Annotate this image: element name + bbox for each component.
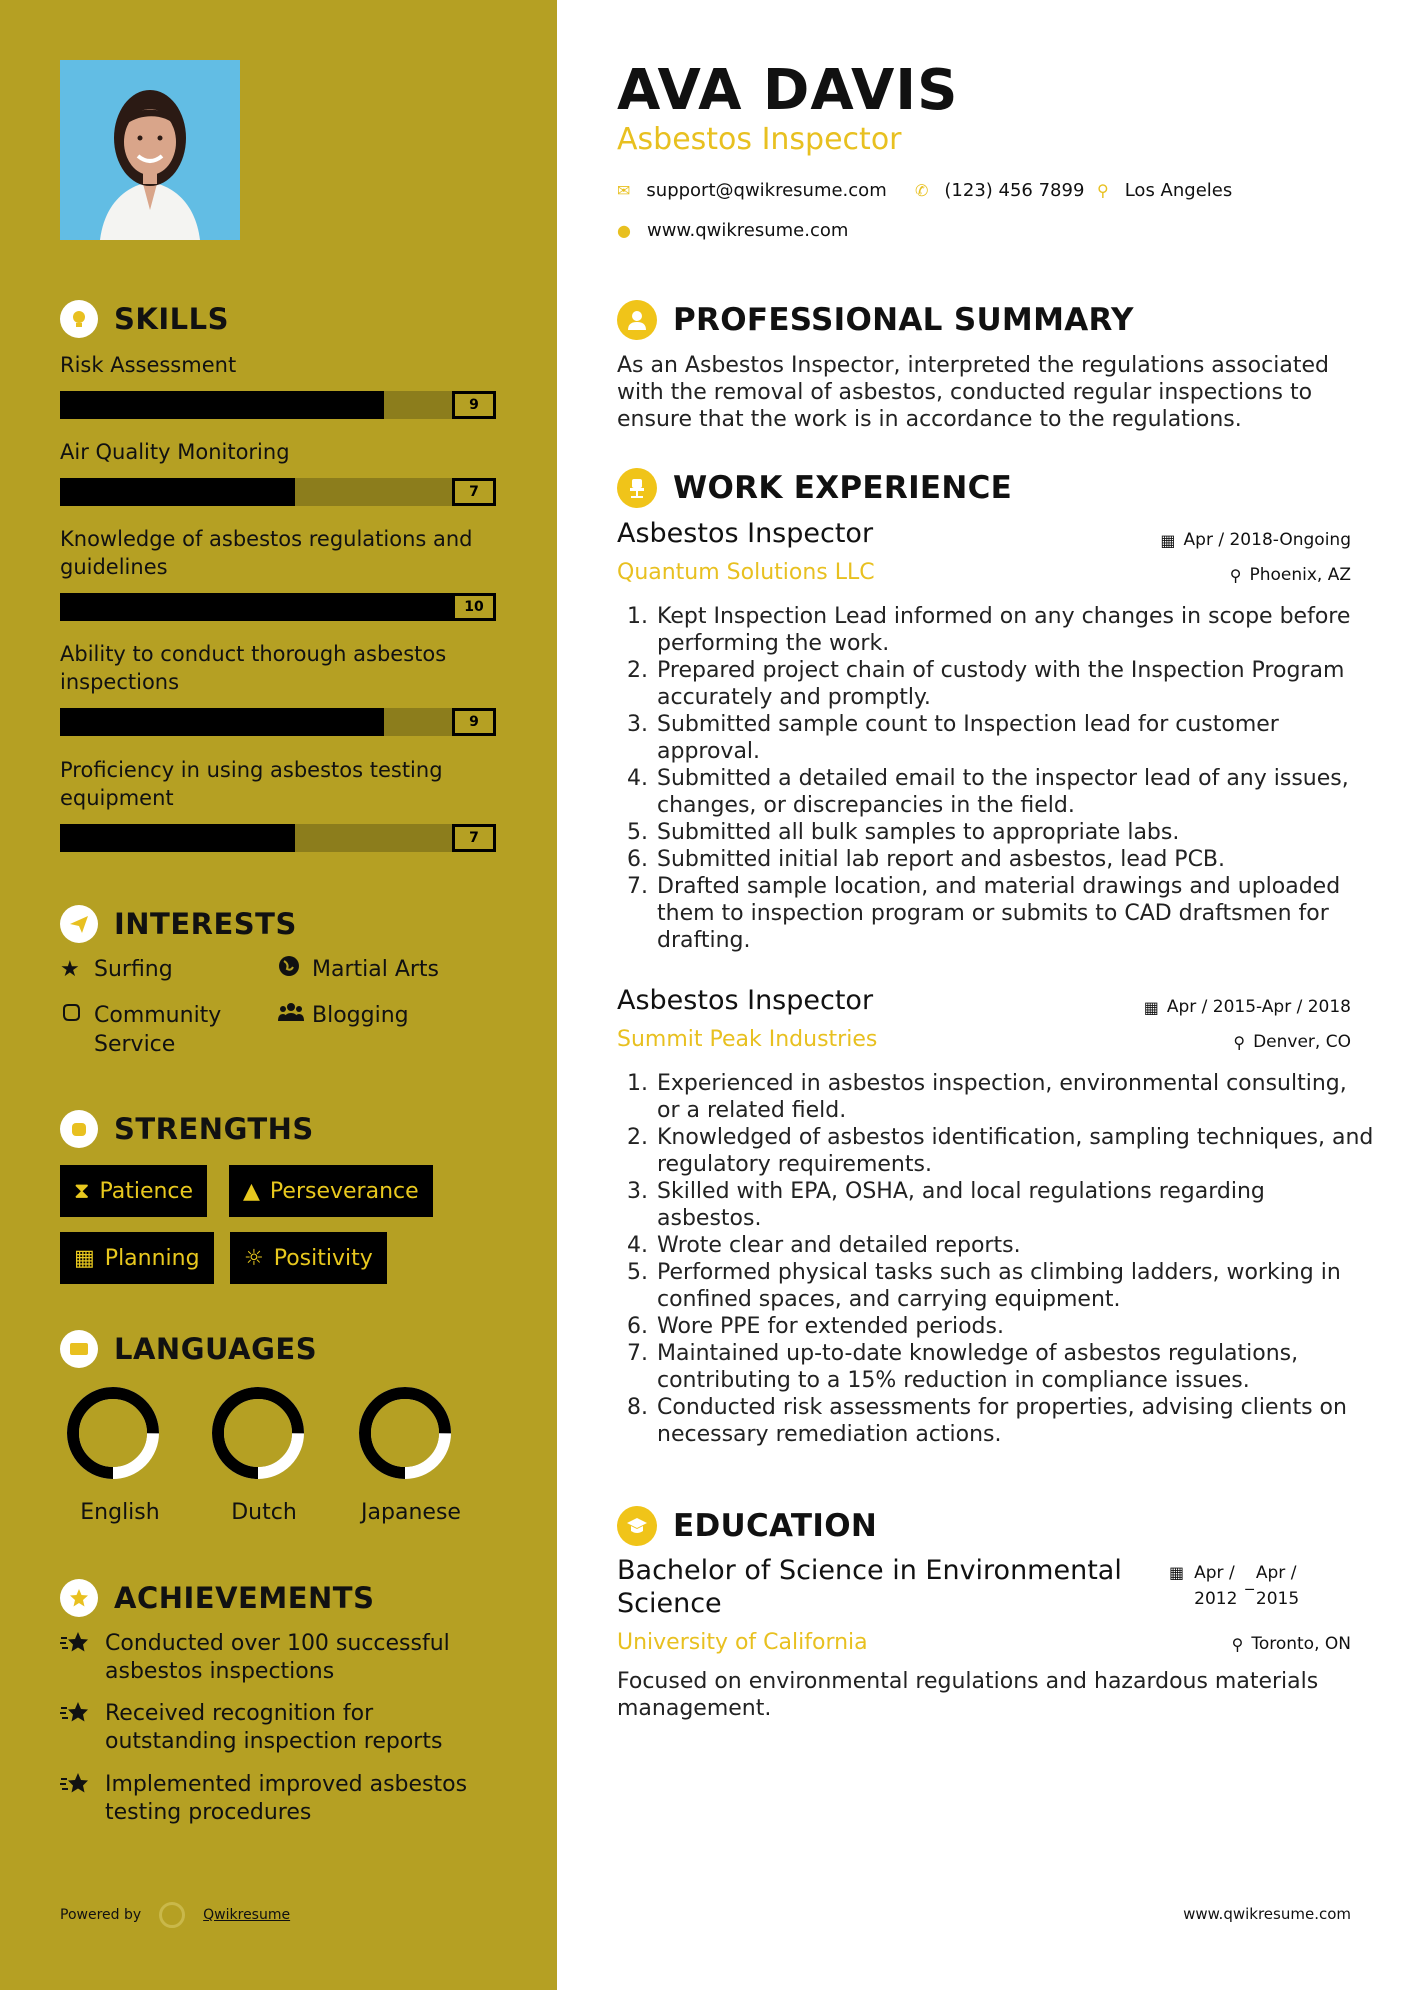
- paper-plane-icon: [60, 905, 98, 943]
- contact-email[interactable]: [617, 180, 887, 201]
- language-ring-inner: [80, 1400, 146, 1466]
- skill-bar-fill: [60, 824, 295, 852]
- summary-text: As an Asbestos Inspector, interpreted the regulations associated with the removal of asbestos, conducted regular inspections to ensure that the work is in accordance to the regulations.: [617, 353, 1329, 432]
- user-icon: [617, 300, 657, 340]
- powered-by-link[interactable]: Qwikresume: [203, 1907, 291, 1923]
- calendar-icon: ▦: [1160, 530, 1176, 550]
- achievement-item: [60, 1700, 500, 1756]
- pushpin-icon: ⚲: [1231, 1634, 1244, 1654]
- language-ring: [357, 1385, 453, 1481]
- interest-item: [278, 955, 439, 985]
- powered-by-label: Powered by: [60, 1907, 142, 1923]
- map-pin-icon: ⚲: [1097, 181, 1109, 200]
- degree-title: Bachelor of Science in Environmental Science: [617, 1555, 1122, 1619]
- skill-level: 10: [452, 593, 496, 621]
- skill-bar: [60, 824, 496, 852]
- strength-label: Patience: [99, 1178, 194, 1204]
- main-content: [557, 0, 1407, 1990]
- interest-label: Martial Arts: [312, 957, 440, 982]
- location-text: Los Angeles: [1124, 180, 1233, 201]
- id-card-icon: [60, 1330, 98, 1368]
- education-title: EDUCATION: [673, 1508, 878, 1544]
- duty-item: 7. Drafted sample location, and material drawings and uploaded them to inspection program or submits to CAD draftsmen for drafting.: [655, 873, 1375, 954]
- globe-icon: ●: [617, 221, 631, 240]
- edu-start-year: 2012: [1194, 1589, 1238, 1609]
- job-location-text: Phoenix, AZ: [1249, 565, 1351, 585]
- duty-item: 4. Submitted a detailed email to the inspector lead of any issues, changes, or discrepancies in the field.: [655, 765, 1375, 819]
- duty-item: 8. Conducted risk assessments for properties, advising clients on necessary remediation actions.: [655, 1394, 1375, 1448]
- duty-item: 6. Wore PPE for extended periods.: [655, 1313, 1375, 1340]
- education-heading: [617, 1506, 877, 1546]
- hand-icon: [60, 1001, 94, 1059]
- calendar-icon: ▦: [1143, 997, 1159, 1017]
- strength-tag: [60, 1232, 214, 1284]
- skill-level: 7: [452, 824, 496, 852]
- job-dates-text: Apr / 2015-Apr / 2018: [1166, 997, 1351, 1017]
- edu-end-year: 2015: [1255, 1589, 1300, 1609]
- strength-label: Positivity: [273, 1245, 373, 1271]
- profile-portrait-image: [60, 60, 240, 240]
- education-location: [1232, 1634, 1351, 1654]
- duty-item: 1. Experienced in asbestos inspection, environmental consulting, or a related field.: [655, 1070, 1375, 1124]
- interest-label: Community Service: [94, 1003, 222, 1057]
- language-ring: [65, 1385, 161, 1481]
- interests-heading: [60, 905, 297, 943]
- duty-item: 7. Maintained up-to-date knowledge of asbestos regulations, contributing to a 15% reduction in compliance issues.: [655, 1340, 1375, 1394]
- skill-bar: [60, 391, 496, 419]
- powered-by: [60, 1902, 290, 1928]
- duty-item: 3. Submitted sample count to Inspection lead for customer approval.: [655, 711, 1375, 765]
- contact-phone[interactable]: [915, 180, 1084, 201]
- achievement-item: [60, 1630, 500, 1686]
- skill-name: Air Quality Monitoring: [60, 440, 290, 464]
- strength-tag: [230, 1232, 387, 1284]
- languages-heading: [60, 1330, 317, 1368]
- experience-heading: [617, 468, 1012, 508]
- trophy-star-icon: [60, 1771, 105, 1827]
- contact-location: [1097, 180, 1232, 201]
- school-name: University of California: [617, 1630, 868, 1655]
- job-location: [1233, 1032, 1351, 1052]
- strengths-title: STRENGTHS: [114, 1112, 314, 1146]
- job-company: Quantum Solutions LLC: [617, 560, 875, 585]
- language-label: Dutch: [231, 1500, 297, 1525]
- profile-photo: [60, 60, 240, 240]
- footer-website[interactable]: www.qwikresume.com: [1183, 1905, 1351, 1923]
- interest-label: Surfing: [94, 957, 173, 982]
- graduation-icon: [617, 1506, 657, 1546]
- language-label: English: [80, 1500, 160, 1525]
- email-text: support@qwikresume.com: [646, 180, 887, 201]
- contact-website[interactable]: [617, 220, 848, 241]
- skill-bar-fill: [60, 391, 384, 419]
- duty-item: 5. Submitted all bulk samples to appropriate labs.: [655, 819, 1375, 846]
- hourglass-icon: ⧗: [74, 1178, 90, 1204]
- envelope-icon: ✉: [617, 181, 631, 200]
- job-title: Asbestos Inspector: [617, 518, 874, 549]
- skills-heading: [60, 300, 229, 338]
- education-location-text: Toronto, ON: [1251, 1634, 1351, 1654]
- achievement-item: [60, 1771, 500, 1827]
- interest-item: [60, 1001, 260, 1059]
- person-name: AVA DAVIS: [617, 58, 959, 123]
- summary-title: PROFESSIONAL SUMMARY: [673, 302, 1134, 338]
- strength-tag: [60, 1165, 207, 1217]
- sun-icon: ☼: [244, 1245, 264, 1271]
- experience-title: WORK EXPERIENCE: [673, 470, 1013, 506]
- job-dates: [1160, 530, 1351, 550]
- job-dates: [1144, 997, 1351, 1017]
- edu-start: [1194, 1560, 1237, 1612]
- skills-title: SKILLS: [114, 302, 229, 336]
- duty-item: 1. Kept Inspection Lead informed on any changes in scope before performing the work.: [655, 603, 1375, 657]
- person-role: Asbestos Inspector: [617, 122, 902, 157]
- achievements-heading: [60, 1579, 374, 1617]
- strengths-heading: [60, 1110, 314, 1148]
- sidebar: [0, 0, 557, 1990]
- job-location-text: Denver, CO: [1253, 1032, 1351, 1052]
- strength-label: Planning: [104, 1245, 200, 1271]
- star-icon: ★: [60, 957, 80, 982]
- star-badge-icon: [60, 1579, 98, 1617]
- trophy-star-icon: [60, 1630, 105, 1686]
- language-ring: [210, 1385, 306, 1481]
- phone-text: (123) 456 7899: [944, 180, 1085, 201]
- strength-tag: [229, 1165, 433, 1217]
- duty-item: 4. Wrote clear and detailed reports.: [655, 1232, 1375, 1259]
- interest-item: [60, 955, 173, 984]
- lightbulb-icon: [60, 300, 98, 338]
- skill-bar: [60, 478, 496, 506]
- skill-bar-fill: [60, 478, 295, 506]
- job-dates-text: Apr / 2018-Ongoing: [1183, 530, 1351, 550]
- fist-icon: [60, 1110, 98, 1148]
- achievements-title: ACHIEVEMENTS: [114, 1581, 375, 1615]
- job-duties-list: [635, 1070, 1375, 1448]
- skill-bar: [60, 593, 496, 621]
- achievement-text: Implemented improved asbestos testing procedures: [105, 1772, 468, 1825]
- phone-icon: ✆: [915, 181, 929, 200]
- job-location: [1230, 565, 1351, 585]
- strength-label: Perseverance: [269, 1178, 419, 1204]
- achievement-text: Received recognition for outstanding inspection reports: [105, 1701, 443, 1754]
- education-dates: [1169, 1560, 1299, 1612]
- pushpin-icon: ⚲: [1229, 565, 1242, 585]
- skill-level: 9: [452, 391, 496, 419]
- edu-end-month: Apr /: [1255, 1563, 1297, 1583]
- interests-title: INTERESTS: [114, 907, 297, 941]
- job-title: Asbestos Inspector: [617, 985, 874, 1016]
- edu-start-month: Apr /: [1194, 1563, 1235, 1583]
- calendar-icon: ▦: [74, 1245, 95, 1271]
- languages-title: LANGUAGES: [114, 1332, 318, 1366]
- pushpin-icon: ⚲: [1233, 1032, 1246, 1052]
- skill-bar-fill: [60, 708, 384, 736]
- duty-item: 3. Skilled with EPA, OSHA, and local regulations regarding asbestos.: [655, 1178, 1375, 1232]
- skill-name: Risk Assessment: [60, 353, 237, 377]
- skill-level: 7: [452, 478, 496, 506]
- users-icon: [278, 1001, 312, 1031]
- edu-date-separator: _: [1245, 1571, 1254, 1591]
- skill-bar-fill: [60, 593, 496, 621]
- language-ring-inner: [372, 1400, 438, 1466]
- skill-name: Knowledge of asbestos regulations and guidelines: [60, 527, 473, 579]
- skill-level: 9: [452, 708, 496, 736]
- calendar-icon: ▦: [1169, 1563, 1185, 1582]
- duty-item: 2. Knowledged of asbestos identification, sampling techniques, and regulatory requirements.: [655, 1124, 1375, 1178]
- job-company: Summit Peak Industries: [617, 1027, 878, 1052]
- education-description: Focused on environmental regulations and hazardous materials management.: [617, 1669, 1319, 1721]
- interest-item: [278, 1001, 409, 1031]
- language-ring-inner: [225, 1400, 291, 1466]
- qwikresume-logo-icon: [159, 1902, 185, 1928]
- duty-item: 2. Prepared project chain of custody with the Inspection Program accurately and promptly.: [655, 657, 1375, 711]
- summary-heading: [617, 300, 1134, 340]
- skill-name: Proficiency in using asbestos testing equipment: [60, 758, 443, 810]
- skill-name: Ability to conduct thorough asbestos inspections: [60, 642, 447, 694]
- interest-label: Blogging: [312, 1003, 409, 1028]
- edu-end: [1256, 1560, 1299, 1612]
- duty-item: 5. Performed physical tasks such as climbing ladders, working in confined spaces, and carrying equipment.: [655, 1259, 1375, 1313]
- road-icon: ▲: [243, 1178, 260, 1204]
- language-label: Japanese: [361, 1500, 461, 1525]
- achievement-text: Conducted over 100 successful asbestos inspections: [105, 1631, 450, 1684]
- office-chair-icon: [617, 468, 657, 508]
- trophy-star-icon: [60, 1700, 105, 1756]
- job-duties-list: [635, 603, 1375, 954]
- skill-bar: [60, 708, 496, 736]
- globe-icon: [278, 955, 312, 985]
- website-text: www.qwikresume.com: [646, 220, 849, 241]
- duty-item: 6. Submitted initial lab report and asbestos, lead PCB.: [655, 846, 1375, 873]
